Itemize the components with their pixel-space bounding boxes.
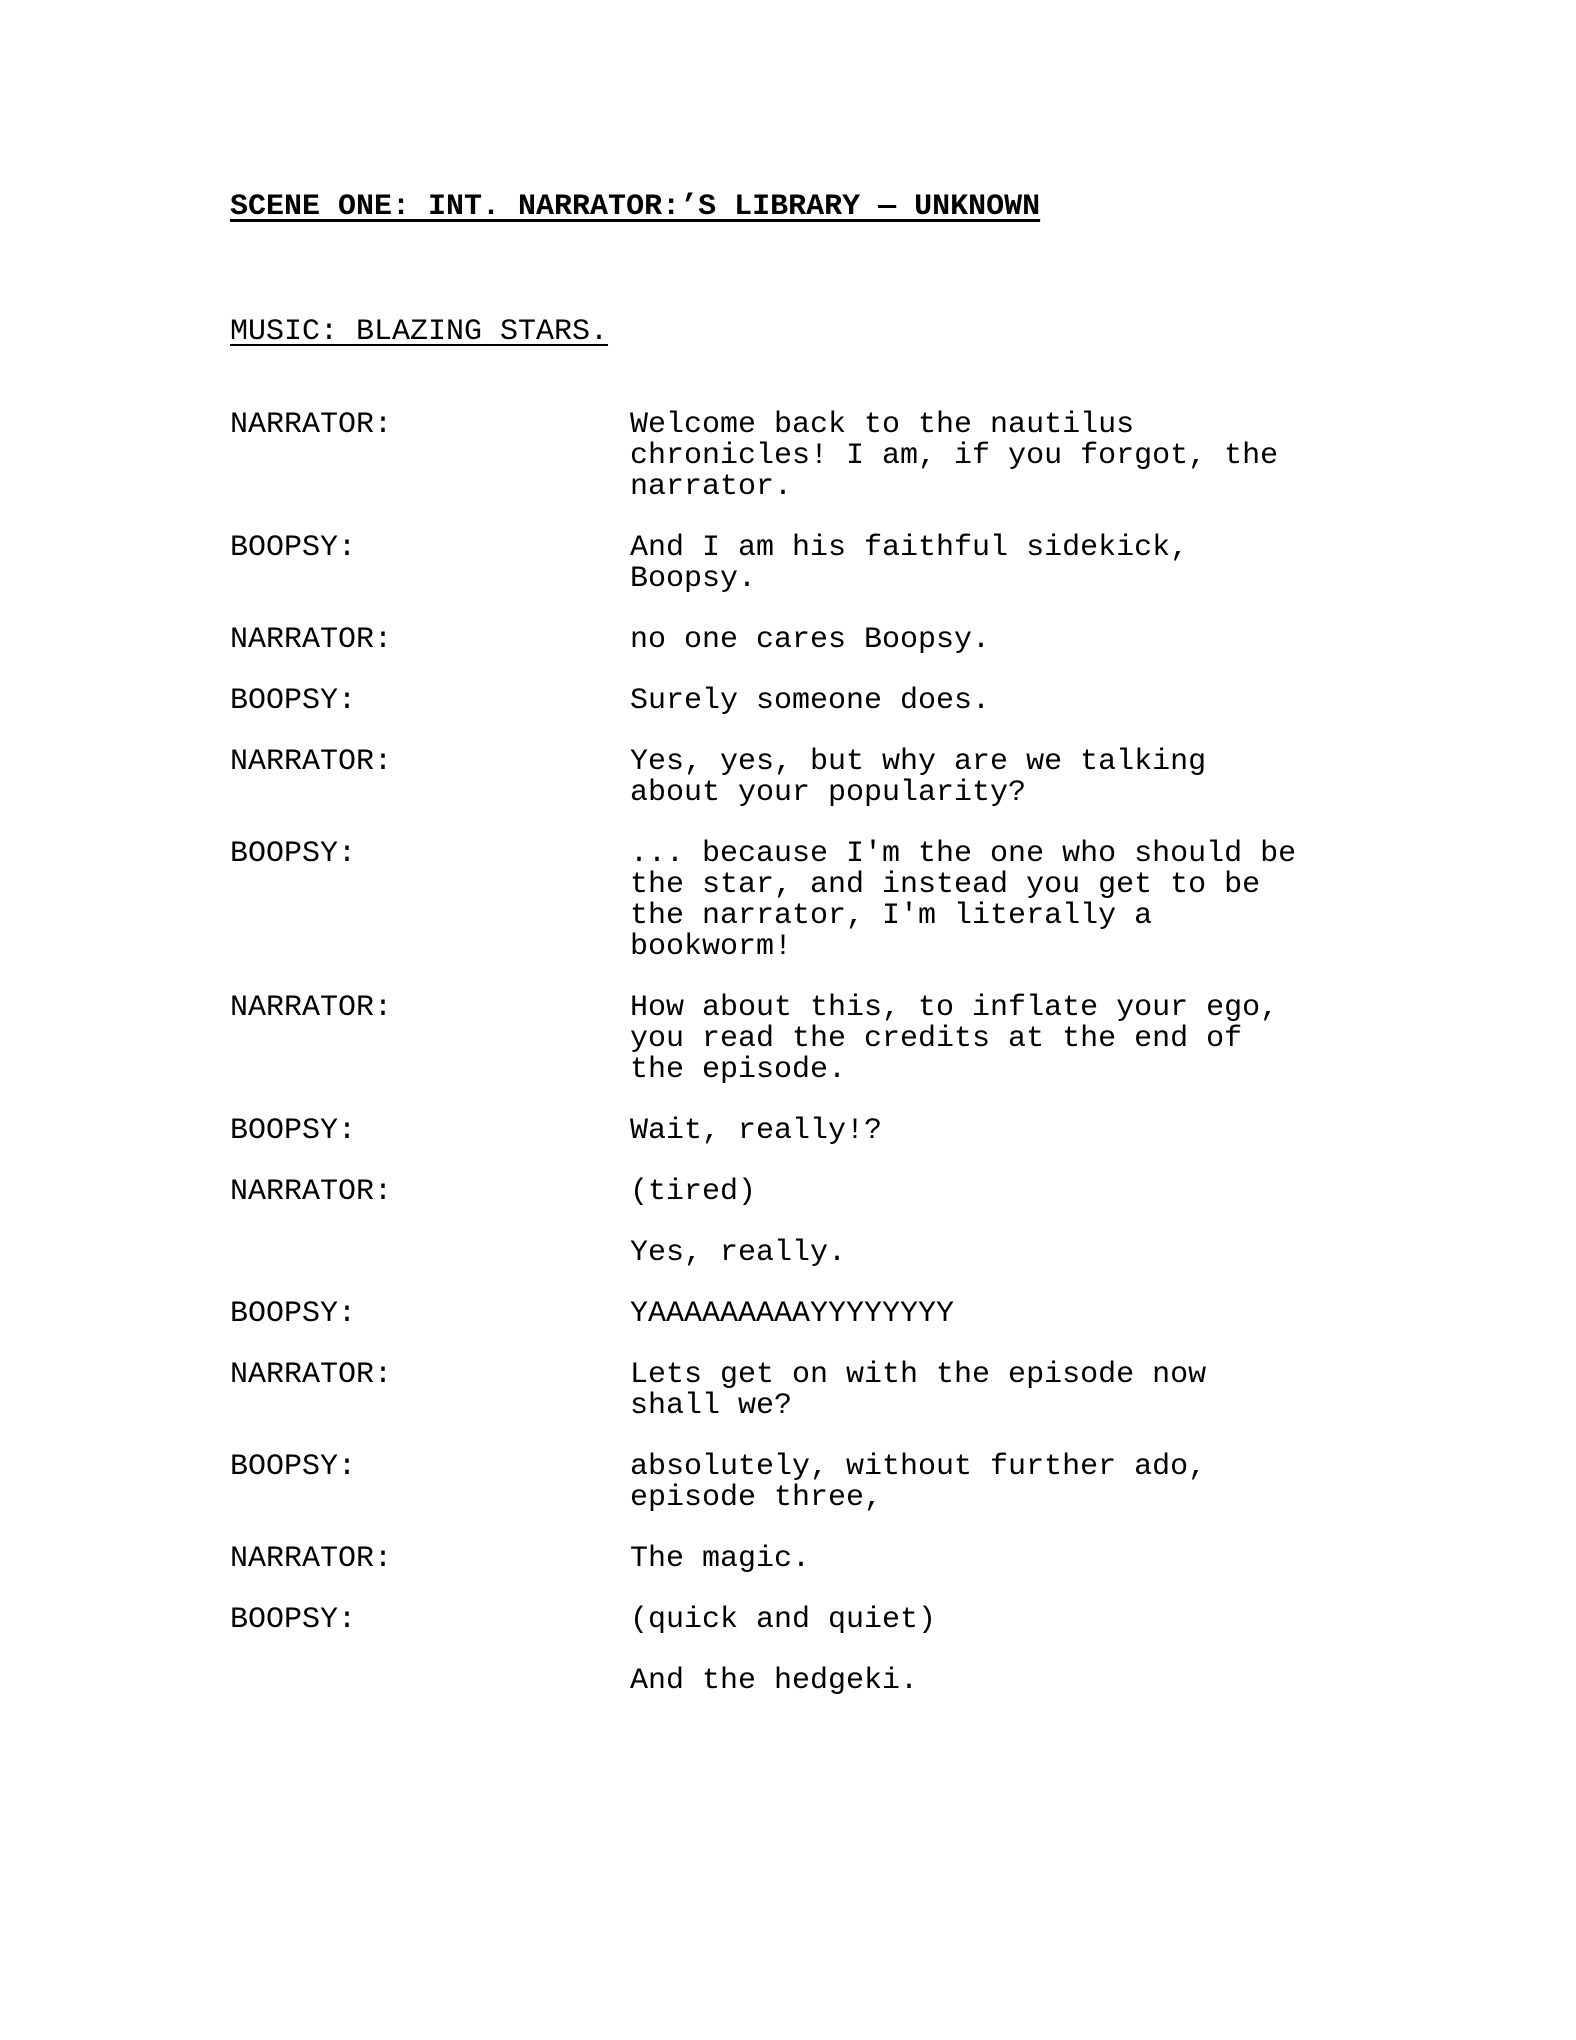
dialogue-text — [630, 1299, 1516, 1330]
dialogue-block — [230, 1605, 1516, 1697]
dialogue-text — [630, 1544, 1516, 1575]
dialogue-block — [230, 993, 1516, 1086]
speaker-label: NARRATOR: — [230, 408, 393, 442]
dialogue-line: the episode. — [630, 1053, 847, 1087]
dialogue-line: you read the credits at the end of — [630, 1022, 1243, 1056]
dialogue-line: (tired) — [630, 1175, 757, 1209]
dialogue-line: Welcome back to the nautilus — [630, 408, 1135, 442]
dialogue-block — [230, 410, 1516, 503]
dialogue-line: shall we? — [630, 1389, 793, 1423]
dialogue-paragraph — [630, 1360, 1516, 1422]
dialogue-paragraph — [630, 747, 1516, 809]
dialogue-line: ... because I'm the one who should be — [630, 837, 1297, 871]
dialogue-line: chronicles! I am, if you forgot, the — [630, 439, 1279, 473]
dialogue-text — [630, 993, 1516, 1086]
dialogue-block — [230, 1544, 1516, 1575]
dialogue-text — [630, 1360, 1516, 1422]
dialogue-block — [230, 686, 1516, 717]
dialogue-paragraph — [630, 1605, 1516, 1636]
dialogue-paragraph — [630, 839, 1516, 963]
dialogue-block — [230, 1116, 1516, 1147]
dialogue-paragraph — [630, 410, 1516, 503]
music-cue: MUSIC: BLAZING STARS. — [230, 315, 609, 349]
dialogue-block — [230, 747, 1516, 809]
speaker-label: BOOPSY: — [230, 1114, 357, 1148]
dialogue-text — [630, 839, 1516, 963]
speaker-label: BOOPSY: — [230, 531, 357, 565]
dialogue-paragraph — [630, 533, 1516, 595]
dialogue-paragraph — [630, 1666, 1516, 1697]
dialogue-text — [630, 625, 1516, 656]
dialogue-line: And I am his faithful sidekick, — [630, 531, 1189, 565]
dialogue-paragraph — [630, 993, 1516, 1086]
speaker-label: NARRATOR: — [230, 1542, 393, 1576]
dialogue-paragraph — [630, 1238, 1516, 1269]
dialogue-block — [230, 1177, 1516, 1269]
dialogue-line: Yes, yes, but why are we talking — [630, 745, 1207, 779]
speaker-label: NARRATOR: — [230, 745, 393, 779]
speaker-label: BOOPSY: — [230, 1450, 357, 1484]
dialogue-text — [630, 1605, 1516, 1697]
dialogue-line: episode three, — [630, 1481, 883, 1515]
dialogue-block — [230, 1299, 1516, 1330]
dialogue-text — [630, 1177, 1516, 1269]
speaker-label: BOOPSY: — [230, 684, 357, 718]
dialogue-line: How about this, to inflate your ego, — [630, 991, 1279, 1025]
dialogue-paragraph — [630, 625, 1516, 656]
dialogue-text — [630, 410, 1516, 503]
dialogue-line: (quick and quiet) — [630, 1603, 937, 1637]
dialogue-list — [230, 410, 1516, 1697]
dialogue-text — [630, 1452, 1516, 1514]
dialogue-block — [230, 839, 1516, 963]
speaker-label: NARRATOR: — [230, 1175, 393, 1209]
speaker-label: BOOPSY: — [230, 1603, 357, 1637]
speaker-label: NARRATOR: — [230, 991, 393, 1025]
dialogue-line: narrator. — [630, 470, 793, 504]
dialogue-line: absolutely, without further ado, — [630, 1450, 1207, 1484]
dialogue-line: the narrator, I'm literally a — [630, 899, 1153, 933]
dialogue-line: about your popularity? — [630, 776, 1027, 810]
speaker-label: BOOPSY: — [230, 1297, 357, 1331]
dialogue-line: no one cares Boopsy. — [630, 623, 991, 657]
dialogue-paragraph — [630, 1452, 1516, 1514]
dialogue-line: Boopsy. — [630, 562, 757, 596]
dialogue-paragraph — [630, 686, 1516, 717]
dialogue-paragraph — [630, 1544, 1516, 1575]
scene-heading: SCENE ONE: INT. NARRATOR:’S LIBRARY — UNKNOWN — [230, 190, 1041, 224]
dialogue-line: And the hedgeki. — [630, 1664, 919, 1698]
dialogue-line: Lets get on with the episode now — [630, 1358, 1207, 1392]
dialogue-block — [230, 533, 1516, 595]
dialogue-text — [630, 747, 1516, 809]
dialogue-line: Wait, really!? — [630, 1114, 883, 1148]
dialogue-text — [630, 533, 1516, 595]
dialogue-paragraph — [630, 1299, 1516, 1330]
speaker-label: NARRATOR: — [230, 1358, 393, 1392]
speaker-label: BOOPSY: — [230, 837, 357, 871]
dialogue-line: Yes, really. — [630, 1236, 847, 1270]
dialogue-block — [230, 1452, 1516, 1514]
dialogue-line: Surely someone does. — [630, 684, 991, 718]
dialogue-paragraph — [630, 1177, 1516, 1208]
dialogue-line: YAAAAAAAAAYYYYYYYY — [630, 1297, 955, 1331]
dialogue-line: The magic. — [630, 1542, 811, 1576]
dialogue-text — [630, 1116, 1516, 1147]
dialogue-text — [630, 686, 1516, 717]
dialogue-line: bookworm! — [630, 930, 793, 964]
dialogue-block — [230, 1360, 1516, 1422]
dialogue-block — [230, 625, 1516, 656]
dialogue-paragraph — [630, 1116, 1516, 1147]
speaker-label: NARRATOR: — [230, 623, 393, 657]
dialogue-line: the star, and instead you get to be — [630, 868, 1261, 902]
